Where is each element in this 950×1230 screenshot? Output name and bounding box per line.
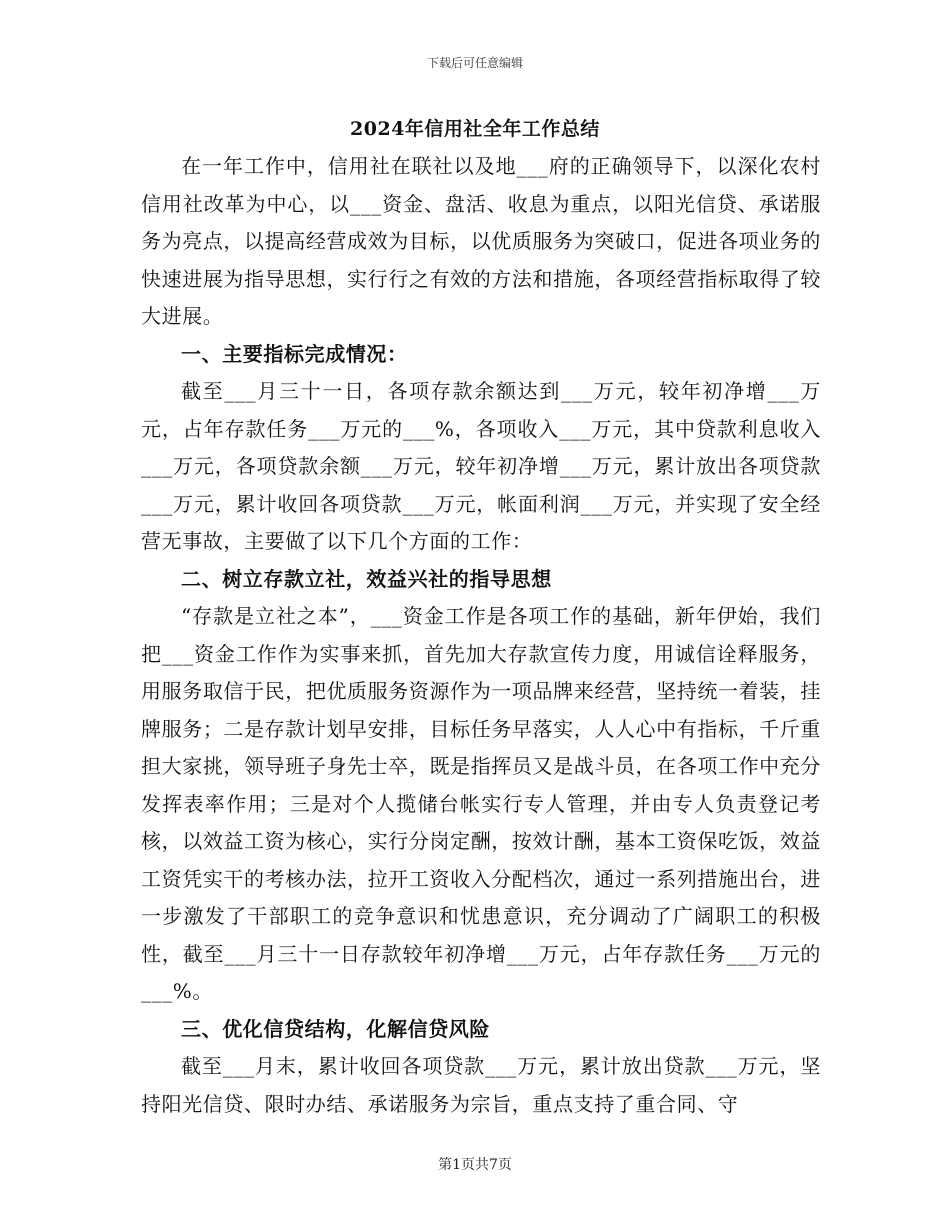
- intro-paragraph: 在一年工作中，信用社在联社以及地___府的正确领导下，以深化农村信用社改革为中心，以___资金、盘活、收息为重点，以阳光信贷、承诺服务为亮点，以提高经营成效为目标，以优质服务为突破口，促进各项业务的快速进展为指导思想，实行行之有效的方法和措施，各项经营指标取得了较大进展。: [141, 154, 821, 328]
- section-paragraph-3: 截至___月末，累计收回各项贷款___万元，累计放出贷款___万元，坚持阳光信贷、限时办结、承诺服务为宗旨，重点支持了重合同、守: [141, 1054, 821, 1116]
- section-heading-1: 一、主要指标完成情况：: [181, 341, 408, 366]
- section-paragraph-2: “存款是立社之本”，___资金工作是各项工作的基础，新年伊始，我们把___资金工作作为实事来抓，首先加大存款宣传力度，用诚信诠释服务，用服务取信于民，把优质服务资源作为一项品牌来经营，坚持统一着装，挂牌服务；二是存款计划早安排，目标任务早落实，人人心中有指标，千斤重担大家挑，领导班子身先士卒，既是指挥员又是战斗员，在各项工作中充分发挥表率作用；三是对个人揽储台帐实行专人管理，并由专人负责登记考核，以效益工资为核心，实行分岗定酬，按效计酬，基本工资保吃饭，效益工资凭实干的考核办法，拉开工资收入分配档次，通过一系列措施出台，进一步激发了干部职工的竞争意识和忧患意识，充分调动了广阔职工的积极性，截至___月三十一日存款较年初净增___万元，占年存款任务___万元的___%。: [141, 604, 821, 1003]
- document-title: 2024年信用社全年工作总结: [350, 118, 600, 140]
- page-number-footer: 第1页共7页: [438, 1157, 512, 1173]
- document-body: [141, 148, 821, 1123]
- section-paragraph-1: 截至___月三十一日，各项存款余额达到___万元，较年初净增___万元，占年存款任务___万元的___%，各项收入___万元，其中贷款利息收入___万元，各项贷款余额___万元，较年初净增___万元，累计放出各项贷款___万元，累计收回各项贷款___万元，帐面利润___万元，并实现了安全经营无事故，主要做了以下几个方面的工作：: [141, 379, 821, 553]
- section-heading-2: 二、树立存款立社，效益兴社的指导思想: [181, 566, 552, 591]
- header-note: 下载后可任意编辑: [426, 56, 523, 70]
- section-heading-3: 三、优化信贷结构，化解信贷风险: [181, 1016, 490, 1041]
